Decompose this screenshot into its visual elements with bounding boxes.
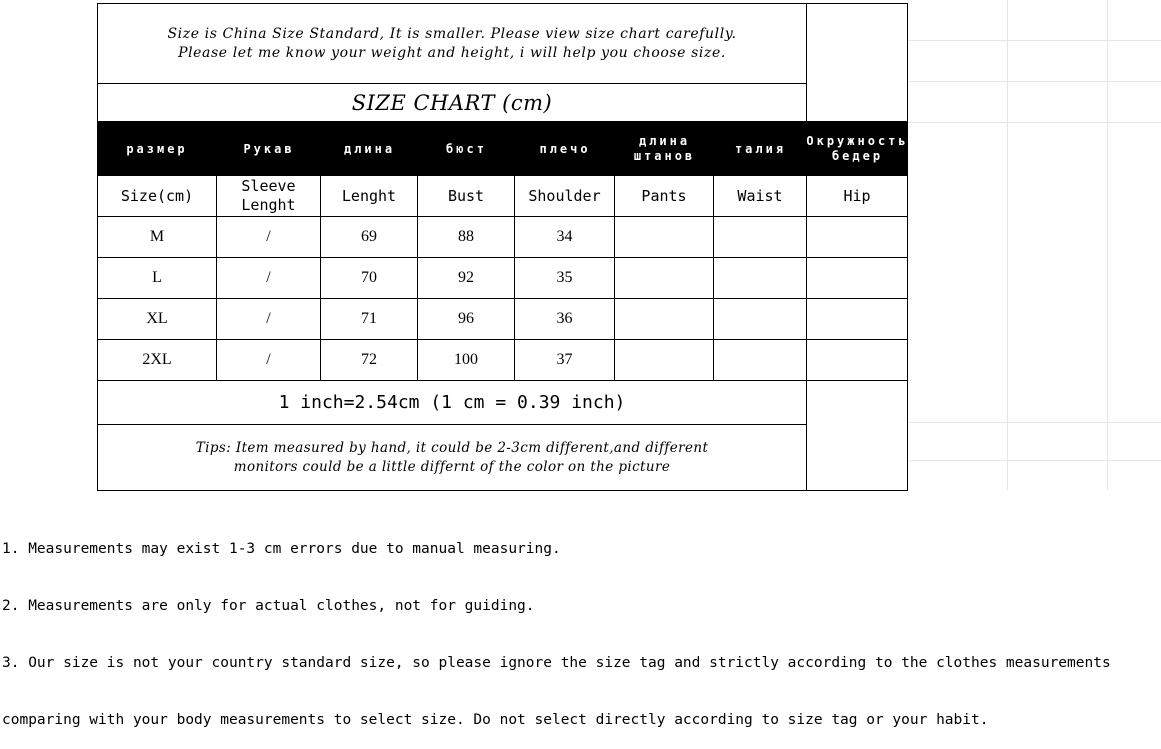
cell-pants <box>615 258 714 299</box>
cell-bust: 88 <box>418 217 515 258</box>
notice-line-1: Size is China Size Standard, It is smaller. Please view size chart carefully. <box>167 25 737 42</box>
header-ru-pants: длина штанов <box>615 122 714 176</box>
cell-pants <box>615 340 714 381</box>
header-ru-bust: бюст <box>418 122 515 176</box>
cell-sleeve: / <box>217 258 321 299</box>
cell-length: 72 <box>321 340 418 381</box>
cell-hip <box>807 299 908 340</box>
cell-size: M <box>97 217 217 258</box>
header-ru-size: размер <box>97 122 217 176</box>
cell-shoulder: 37 <box>515 340 615 381</box>
header-en-sleeve: Sleeve Lenght <box>217 176 321 217</box>
cell-waist <box>714 299 807 340</box>
header-en-shoulder: Shoulder <box>515 176 615 217</box>
cell-shoulder: 35 <box>515 258 615 299</box>
blank-corner-cell <box>807 3 908 122</box>
cell-waist <box>714 258 807 299</box>
header-ru-hip: Окружность бедер <box>807 122 908 176</box>
cell-size: XL <box>97 299 217 340</box>
header-ru-length: длина <box>321 122 418 176</box>
chart-title: SIZE CHART (cm) <box>97 84 807 122</box>
header-en-bust: Bust <box>418 176 515 217</box>
header-ru-shoulder: плечо <box>515 122 615 176</box>
tips-line-1: Tips: Item measured by hand, it could be 2-3cm different,and different <box>195 439 709 456</box>
cell-pants <box>615 217 714 258</box>
cell-shoulder: 34 <box>515 217 615 258</box>
spreadsheet-grid <box>907 0 1161 490</box>
cell-length: 69 <box>321 217 418 258</box>
cell-shoulder: 36 <box>515 299 615 340</box>
note-3: 3. Our size is not your country standard size, so please ignore the size tag and strictly according to the clothes measurements <box>2 655 1111 671</box>
tips-line-2: monitors could be a little differnt of the color on the picture <box>233 458 671 475</box>
header-en-size: Size(cm) <box>97 176 217 217</box>
header-en-length: Lenght <box>321 176 418 217</box>
tips-box <box>97 425 807 491</box>
cell-size: L <box>97 258 217 299</box>
cell-waist <box>714 340 807 381</box>
blank-bottom-right-cell <box>807 381 908 491</box>
cell-hip <box>807 258 908 299</box>
cell-size: 2XL <box>97 340 217 381</box>
note-1: 1. Measurements may exist 1-3 cm errors due to manual measuring. <box>2 541 561 557</box>
cell-bust: 100 <box>418 340 515 381</box>
cell-hip <box>807 217 908 258</box>
cell-bust: 96 <box>418 299 515 340</box>
header-en-waist: Waist <box>714 176 807 217</box>
notice-line-2: Please let me know your weight and height, i will help you choose size. <box>178 44 726 61</box>
notice-box <box>97 3 807 84</box>
cell-bust: 92 <box>418 258 515 299</box>
header-ru-sleeve: Рукав <box>217 122 321 176</box>
cell-pants <box>615 299 714 340</box>
cell-hip <box>807 340 908 381</box>
header-en-pants: Pants <box>615 176 714 217</box>
russian-header-row <box>97 122 908 176</box>
header-ru-waist: талия <box>714 122 807 176</box>
header-en-hip: Hip <box>807 176 908 217</box>
cell-sleeve: / <box>217 299 321 340</box>
measurement-notes <box>2 502 1111 749</box>
cell-length: 71 <box>321 299 418 340</box>
cell-sleeve: / <box>217 340 321 381</box>
cell-length: 70 <box>321 258 418 299</box>
note-2: 2. Measurements are only for actual clothes, not for guiding. <box>2 598 535 614</box>
cell-waist <box>714 217 807 258</box>
note-4: comparing with your body measurements to select size. Do not select directly according to size tag or your habit. <box>2 712 989 728</box>
conversion-note: 1 inch=2.54cm (1 cm = 0.39 inch) <box>97 381 807 425</box>
size-chart-sheet <box>97 3 908 491</box>
cell-sleeve: / <box>217 217 321 258</box>
